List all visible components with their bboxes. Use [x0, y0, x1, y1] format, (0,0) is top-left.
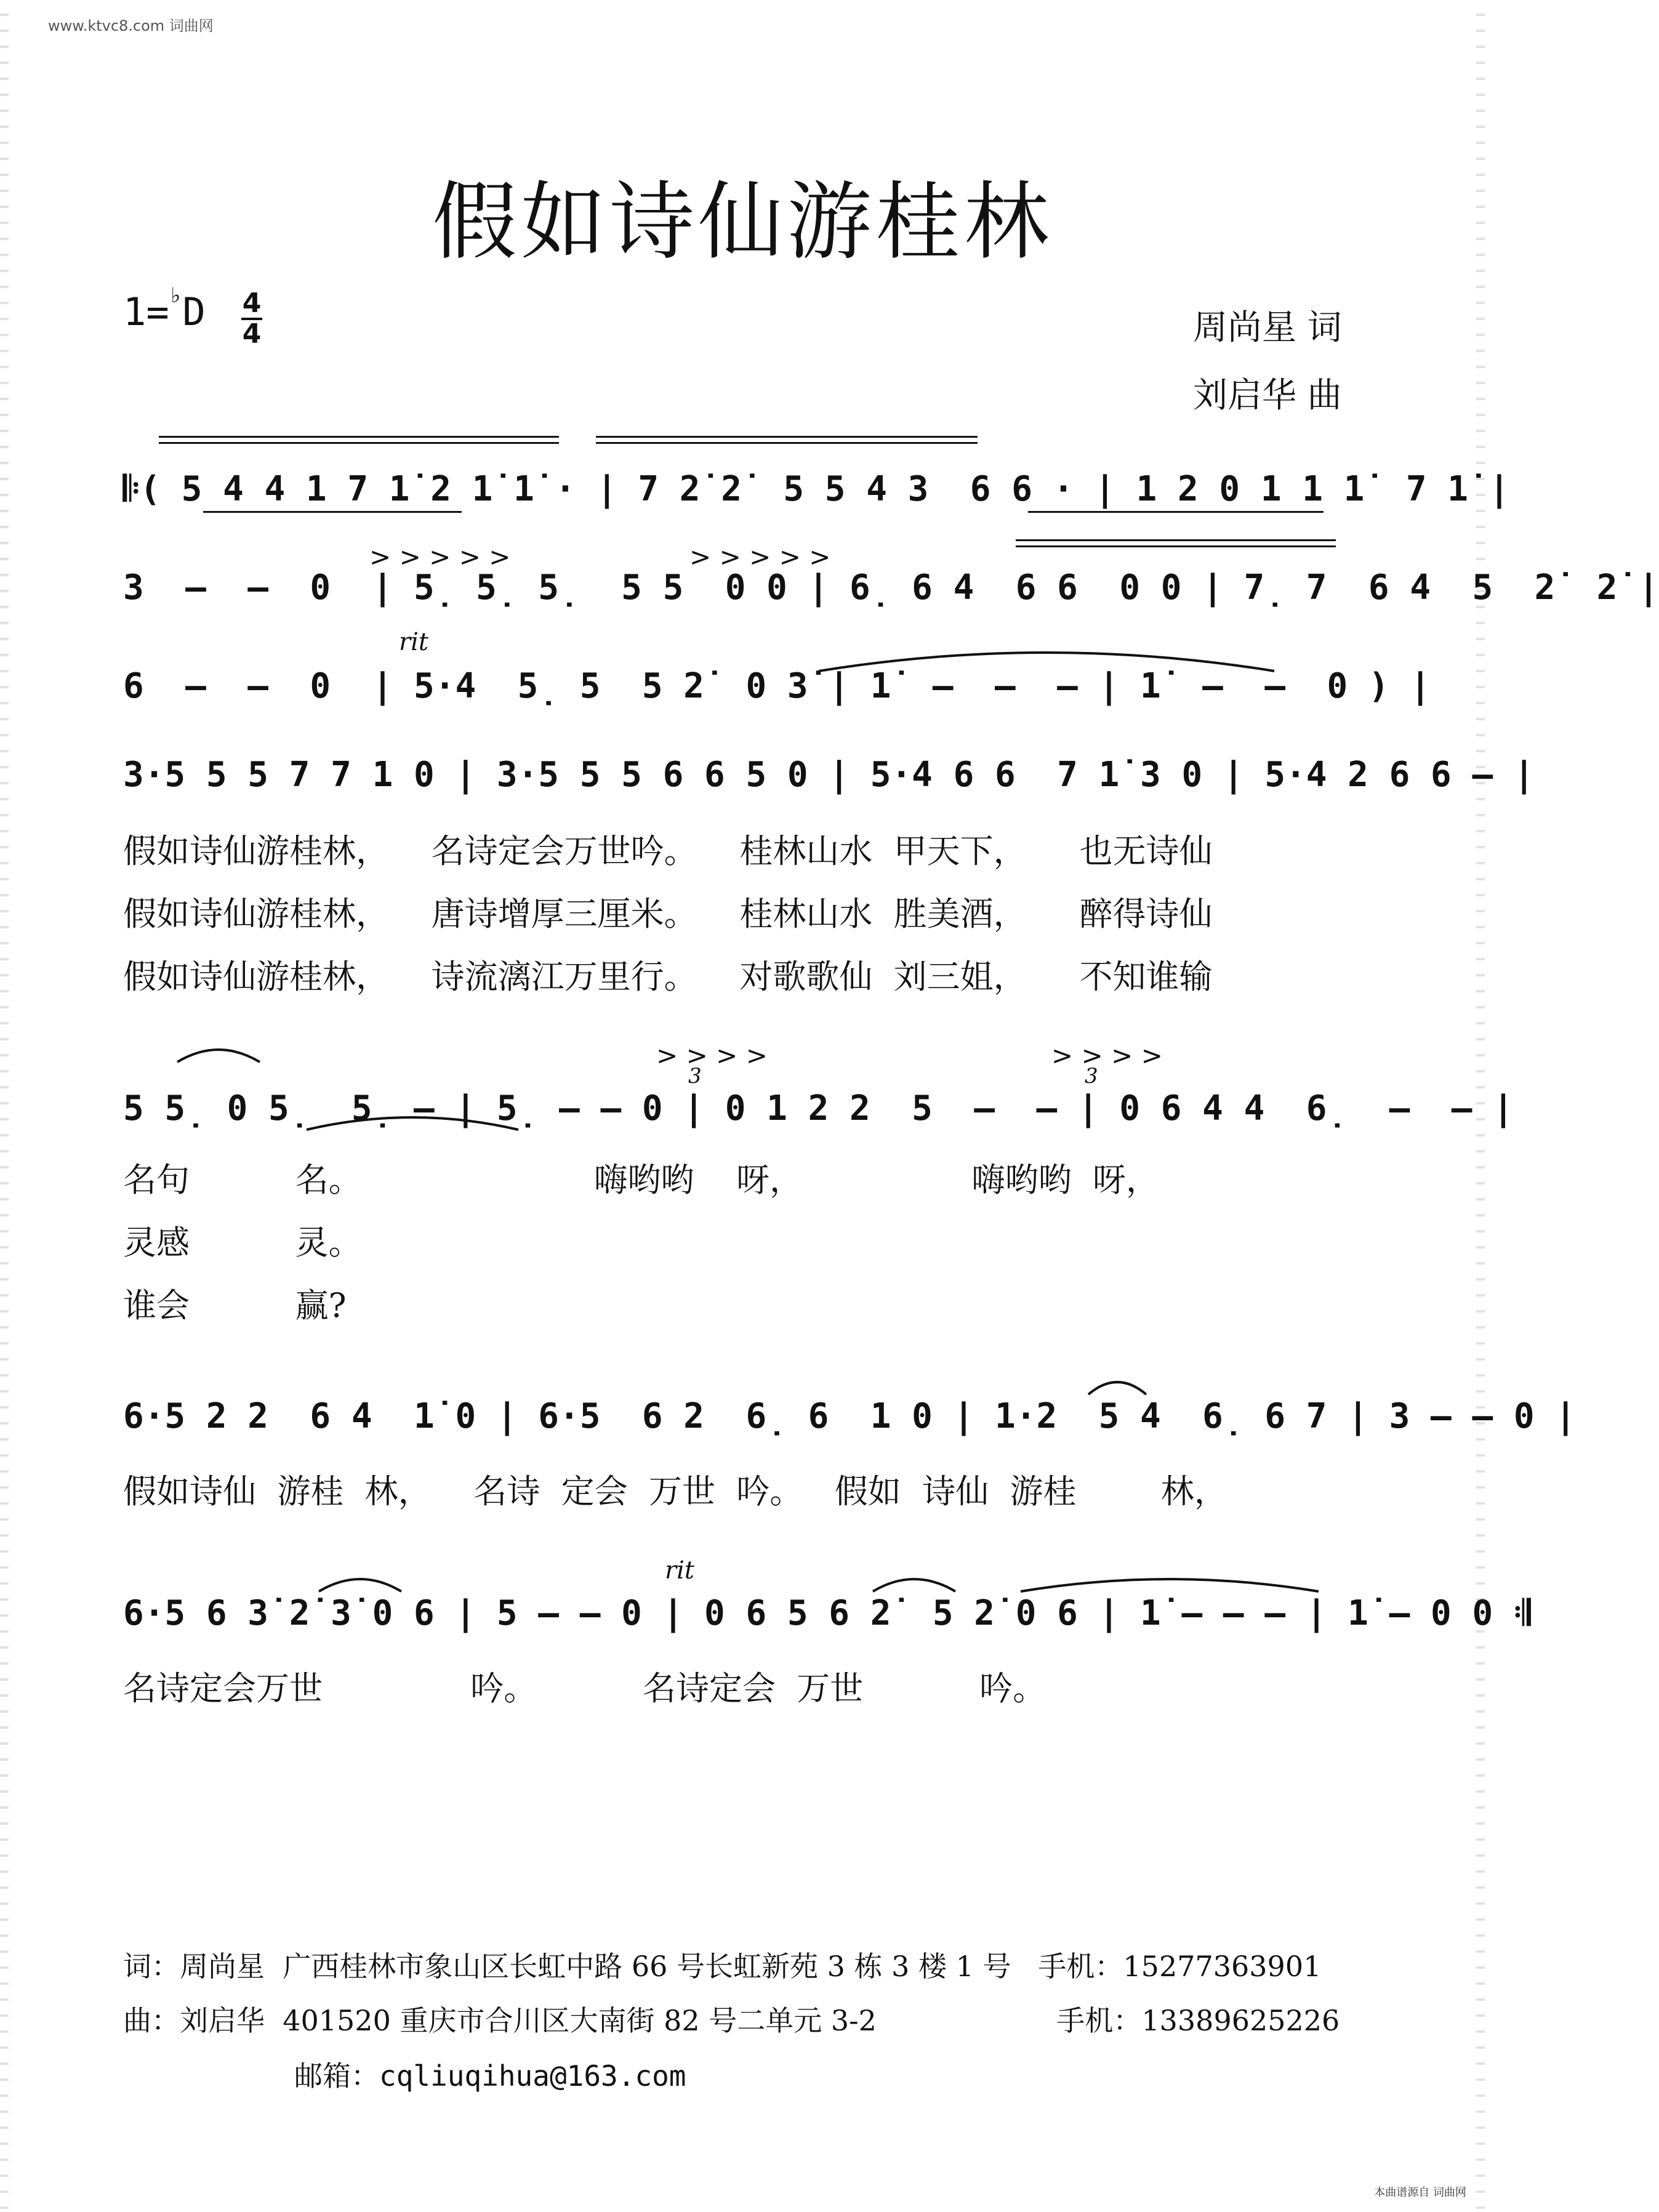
tie-arc — [1083, 1373, 1151, 1398]
lyric-row-5-line-1: 名句 名。 嗨哟哟 呀， 嗨哟哟 呀， — [123, 1160, 1159, 1199]
site-watermark: www.ktvc8.com 词曲网 — [48, 17, 214, 34]
composer-credit: 刘启华 曲 — [1193, 376, 1342, 416]
footer-email: 邮箱：cqliuqihua@163.com — [294, 2059, 686, 2093]
slur-line — [596, 442, 978, 444]
corner-watermark: 本曲谱源自 词曲网 — [1374, 2186, 1466, 2199]
footer-lyricist-info: 词：周尚星 广西桂林市象山区长虹中路 66 号长虹新苑 3 栋 3 楼 1 号 手机：15277363901 — [123, 1950, 1322, 1983]
notation-row-3: 6 – – 0 | 5·4 5̣ 5 5 2̇ 0 3̇ | 1̇ – – – | 1̇ – – 0 ) | — [123, 666, 1431, 706]
triplet-number: 3 — [1085, 1064, 1098, 1088]
notation-row-6: 6·5 2 2 6 4 1̇ 0 | 6·5 6 2 6̣ 6 1 0 | 1·2 5 4 6̣ 6 7 | 3 – – 0 | — [123, 1396, 1577, 1436]
slur-line — [159, 442, 559, 444]
lyric-verse-1: 假如诗仙游桂林， 名诗定会万世吟。 桂林山水 甲天下， 也无诗仙 — [123, 832, 1213, 871]
slur-line — [159, 436, 559, 438]
triplet-number: 3 — [688, 1064, 702, 1088]
notation-row-5: 5 5̣ 0 5̣ 5̣ – | 5̣ – – 0 | 0 1 2 2 5 – – | 0 6 4 4 6̣ – – | — [123, 1088, 1514, 1128]
footer-composer-info: 曲：刘启华 401520 重庆市合川区大南街 82 号二单元 3-2 手机：13389625226 — [123, 2004, 1340, 2037]
rit-marking: rit — [665, 1556, 694, 1585]
accent-marks: > > > > > — [369, 542, 511, 572]
notation-row-2: 3 – – 0 | 5̣ 5̣ 5̣ 5 5 0 0 | 6̣ 6 4 6 6 0 0 | 7̣ 7 6 4 5 2̇ 2̇ | — [123, 568, 1659, 608]
lyric-verse-3: 假如诗仙游桂林， 诗流漓江万里行。 对歌歌仙 刘三姐， 不知谁输 — [123, 957, 1213, 996]
key-signature — [123, 283, 206, 334]
lyric-row-7: 名诗定会万世 吟。 名诗定会 万世 吟。 — [123, 1669, 1046, 1708]
left-edge-strip — [0, 0, 9, 2212]
lyric-verse-2: 假如诗仙游桂林， 唐诗增厚三厘米。 桂林山水 胜美酒， 醉得诗仙 — [123, 895, 1213, 933]
lyric-row-5-line-3: 谁会 赢? — [123, 1286, 347, 1325]
key-prefix: 1= — [123, 289, 169, 334]
flat-symbol: ♭ — [169, 283, 183, 309]
accent-marks: > > > > > — [689, 542, 831, 572]
slur-line — [1016, 545, 1336, 547]
notation-row-4: 3·5 5 5 7 7 1 0 | 3·5 5 5 6 6 5 0 | 5·4 6 6 7 1̇ 3 0 | 5·4 2 6 6 – | — [123, 755, 1535, 795]
tie-arc — [1016, 1570, 1324, 1595]
time-signature — [241, 289, 262, 348]
slur-line — [596, 436, 978, 438]
tie-arc — [314, 1570, 406, 1595]
accent-marks: > > > > — [1051, 1040, 1163, 1071]
lyric-row-5-line-2: 灵感 灵。 — [123, 1223, 362, 1262]
tie-arc — [172, 1040, 265, 1065]
lyricist-credit: 周尚星 词 — [1193, 308, 1342, 348]
meter-top: 4 — [242, 288, 262, 319]
beam-line — [1028, 511, 1324, 513]
notation-row-1: 𝄆( 5 4 4 1 7 1̇ 2 1̇ 1̇ · | 7 2̇ 2̇ 5 5 4 3 6 6 · | 1 2 0 1 1 1̇ 7 1̇ | — [123, 469, 1510, 509]
song-title: 假如诗仙游桂林 — [432, 172, 1053, 271]
meter-bottom: 4 — [242, 318, 262, 350]
tie-arc — [868, 1570, 960, 1595]
accent-marks: > > > > — [656, 1040, 768, 1071]
tie-arc — [813, 640, 1280, 677]
notation-row-7: 6·5 6 3̇ 2̇ 3̇ 0 6 | 5 – – 0 | 0 6 5 6 2̇ 5 2̇ 0 6 | 1̇ – – – | 1̇ – 0 0 𝄇 — [123, 1593, 1531, 1633]
rit-marking: rit — [399, 628, 428, 656]
lyric-row-6: 假如诗仙 游桂 林， 名诗 定会 万世 吟。 假如 诗仙 游桂 林， — [123, 1472, 1227, 1511]
beam-line — [203, 511, 462, 513]
slur-line — [1016, 539, 1336, 541]
key-note: D — [182, 289, 206, 334]
